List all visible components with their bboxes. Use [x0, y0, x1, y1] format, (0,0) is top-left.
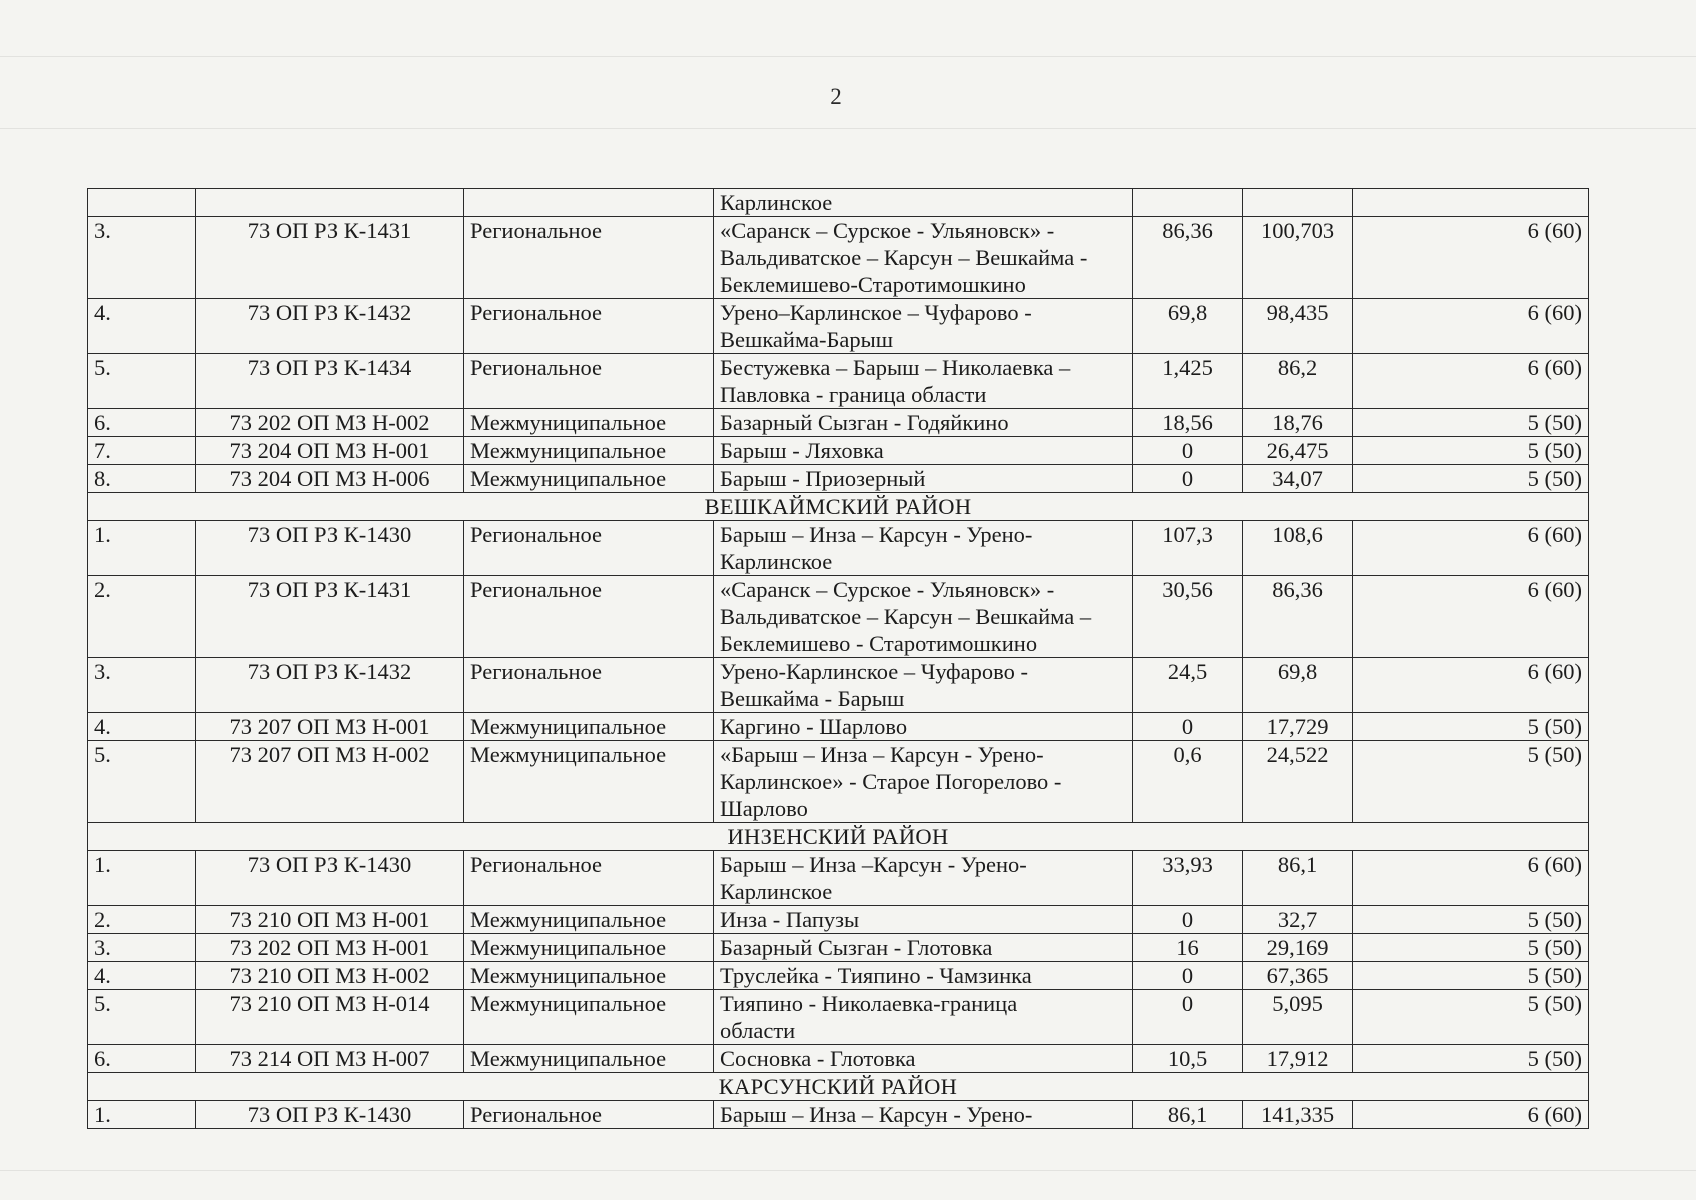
table-row — [88, 990, 1589, 1045]
start-km-cell: 0 — [1133, 962, 1243, 990]
road-significance-cell: Межмуниципальное — [464, 906, 714, 934]
table-row — [88, 354, 1589, 409]
road-name-line: Тияпино - Николаевка-граница — [720, 991, 1018, 1016]
category-cell: 5 (50) — [1353, 437, 1589, 465]
start-km-cell: 16 — [1133, 934, 1243, 962]
road-name-line: «Барыш – Инза – Карсун - Урено- — [720, 742, 1044, 767]
start-km-cell: 69,8 — [1133, 299, 1243, 354]
end-km-cell: 98,435 — [1243, 299, 1353, 354]
road-id-cell: 73 202 ОП МЗ Н-002 — [196, 409, 464, 437]
start-km-cell: 86,1 — [1133, 1101, 1243, 1129]
start-km-cell: 24,5 — [1133, 658, 1243, 713]
row-number-cell: 3. — [88, 217, 196, 299]
category-cell: 5 (50) — [1353, 741, 1589, 823]
category-cell: 6 (60) — [1353, 354, 1589, 409]
end-km-cell: 86,36 — [1243, 576, 1353, 658]
road-significance-cell: Региональное — [464, 851, 714, 906]
row-number-cell — [88, 189, 196, 217]
road-name-line: Шарлово — [720, 796, 808, 821]
row-number-cell: 4. — [88, 299, 196, 354]
road-name-line: Беклемишево - Старотимошкино — [720, 631, 1038, 656]
end-km-cell: 18,76 — [1243, 409, 1353, 437]
end-km-cell: 32,7 — [1243, 906, 1353, 934]
district-heading: ВЕШКАЙМСКИЙ РАЙОН — [88, 493, 1589, 521]
start-km-cell: 0 — [1133, 906, 1243, 934]
end-km-cell: 100,703 — [1243, 217, 1353, 299]
road-id-cell: 73 210 ОП МЗ Н-002 — [196, 962, 464, 990]
end-km-cell: 17,912 — [1243, 1045, 1353, 1073]
table-row — [88, 409, 1589, 437]
road-name-cell — [714, 713, 1133, 741]
start-km-cell: 10,5 — [1133, 1045, 1243, 1073]
road-name-cell — [714, 217, 1133, 299]
category-cell: 6 (60) — [1353, 299, 1589, 354]
page-number: 2 — [830, 84, 842, 109]
table-row — [88, 521, 1589, 576]
end-km-cell: 26,475 — [1243, 437, 1353, 465]
road-significance-cell — [464, 189, 714, 217]
road-significance-cell: Межмуниципальное — [464, 409, 714, 437]
road-id-cell: 73 ОП РЗ К-1430 — [196, 521, 464, 576]
end-km-cell: 24,522 — [1243, 741, 1353, 823]
start-km-cell: 0 — [1133, 465, 1243, 493]
road-id-cell: 73 210 ОП МЗ Н-014 — [196, 990, 464, 1045]
row-number-cell: 1. — [88, 1101, 196, 1129]
road-name-line: Карлинское» - Старое Погорелово - — [720, 769, 1062, 794]
road-id-cell: 73 ОП РЗ К-1434 — [196, 354, 464, 409]
road-name-line: Беклемишево-Старотимошкино — [720, 272, 1026, 297]
road-significance-cell: Межмуниципальное — [464, 465, 714, 493]
scan-edge — [0, 56, 1696, 57]
roads-table — [87, 188, 1589, 1129]
row-number-cell: 1. — [88, 521, 196, 576]
district-heading-row — [88, 1073, 1589, 1101]
start-km-cell: 107,3 — [1133, 521, 1243, 576]
end-km-cell: 67,365 — [1243, 962, 1353, 990]
end-km-cell — [1243, 189, 1353, 217]
road-name-line: Каргино - Шарлово — [720, 714, 908, 739]
table-row — [88, 437, 1589, 465]
table-row — [88, 299, 1589, 354]
table-row — [88, 713, 1589, 741]
row-number-cell: 1. — [88, 851, 196, 906]
road-significance-cell: Межмуниципальное — [464, 713, 714, 741]
road-name-cell — [714, 354, 1133, 409]
end-km-cell: 29,169 — [1243, 934, 1353, 962]
road-name-line: Сосновка - Глотовка — [720, 1046, 916, 1071]
road-significance-cell: Региональное — [464, 354, 714, 409]
road-name-line: Барыш – Инза – Карсун - Урено- — [720, 522, 1033, 547]
road-id-cell: 73 ОП РЗ К-1430 — [196, 1101, 464, 1129]
table-row — [88, 741, 1589, 823]
road-name-line: Труслейка - Тияпино - Чамзинка — [720, 963, 1032, 988]
end-km-cell: 141,335 — [1243, 1101, 1353, 1129]
road-name-line: Вешкайма-Барыш — [720, 327, 894, 352]
row-number-cell: 2. — [88, 906, 196, 934]
row-number-cell: 3. — [88, 658, 196, 713]
road-name-line: Базарный Сызган - Годяйкино — [720, 410, 1009, 435]
row-number-cell: 8. — [88, 465, 196, 493]
road-significance-cell: Межмуниципальное — [464, 741, 714, 823]
start-km-cell — [1133, 189, 1243, 217]
start-km-cell: 0,6 — [1133, 741, 1243, 823]
road-name-line: Инза - Папузы — [720, 907, 860, 932]
road-id-cell: 73 ОП РЗ К-1431 — [196, 217, 464, 299]
road-name-cell — [714, 189, 1133, 217]
category-cell: 6 (60) — [1353, 521, 1589, 576]
category-cell: 5 (50) — [1353, 962, 1589, 990]
start-km-cell: 0 — [1133, 437, 1243, 465]
road-name-cell — [714, 576, 1133, 658]
start-km-cell: 0 — [1133, 713, 1243, 741]
table-row — [88, 906, 1589, 934]
start-km-cell: 86,36 — [1133, 217, 1243, 299]
end-km-cell: 17,729 — [1243, 713, 1353, 741]
category-cell: 5 (50) — [1353, 906, 1589, 934]
end-km-cell: 108,6 — [1243, 521, 1353, 576]
category-cell: 6 (60) — [1353, 217, 1589, 299]
category-cell: 6 (60) — [1353, 1101, 1589, 1129]
road-significance-cell: Региональное — [464, 217, 714, 299]
road-name-cell — [714, 1101, 1133, 1129]
road-significance-cell: Межмуниципальное — [464, 990, 714, 1045]
scan-edge — [0, 128, 1696, 129]
road-name-cell — [714, 934, 1133, 962]
category-cell: 5 (50) — [1353, 1045, 1589, 1073]
road-significance-cell: Межмуниципальное — [464, 437, 714, 465]
road-name-line: Барыш - Приозерный — [720, 466, 926, 491]
road-name-line: Вальдиватское – Карсун – Вешкайма – — [720, 604, 1092, 629]
road-name-cell — [714, 741, 1133, 823]
road-id-cell — [196, 189, 464, 217]
end-km-cell: 34,07 — [1243, 465, 1353, 493]
table-row — [88, 576, 1589, 658]
road-name-line: Карлинское — [720, 190, 833, 215]
road-id-cell: 73 207 ОП МЗ Н-001 — [196, 713, 464, 741]
table-row — [88, 217, 1589, 299]
road-significance-cell: Межмуниципальное — [464, 1045, 714, 1073]
row-number-cell: 5. — [88, 354, 196, 409]
end-km-cell: 86,1 — [1243, 851, 1353, 906]
table-row — [88, 465, 1589, 493]
category-cell: 5 (50) — [1353, 934, 1589, 962]
road-name-line: «Саранск – Сурское - Ульяновск» - — [720, 218, 1055, 243]
road-name-line: Карлинское — [720, 879, 833, 904]
district-heading: ИНЗЕНСКИЙ РАЙОН — [88, 823, 1589, 851]
road-name-line: Павловка - граница области — [720, 382, 987, 407]
category-cell: 6 (60) — [1353, 576, 1589, 658]
road-name-cell — [714, 299, 1133, 354]
road-name-line: Бестужевка – Барыш – Николаевка – — [720, 355, 1071, 380]
road-significance-cell: Региональное — [464, 576, 714, 658]
road-name-line: Карлинское — [720, 549, 833, 574]
start-km-cell: 30,56 — [1133, 576, 1243, 658]
road-name-line: Барыш - Ляховка — [720, 438, 884, 463]
district-heading-row — [88, 493, 1589, 521]
row-number-cell: 4. — [88, 962, 196, 990]
road-name-line: Урено–Карлинское – Чуфарово - — [720, 300, 1032, 325]
road-id-cell: 73 202 ОП МЗ Н-001 — [196, 934, 464, 962]
road-id-cell: 73 ОП РЗ К-1432 — [196, 658, 464, 713]
road-significance-cell: Межмуниципальное — [464, 934, 714, 962]
end-km-cell: 69,8 — [1243, 658, 1353, 713]
road-name-line: Барыш – Инза – Карсун - Урено- — [720, 1102, 1033, 1127]
road-name-cell — [714, 906, 1133, 934]
table-row — [88, 851, 1589, 906]
road-name-cell — [714, 437, 1133, 465]
row-number-cell: 5. — [88, 741, 196, 823]
road-significance-cell: Региональное — [464, 299, 714, 354]
road-name-cell — [714, 409, 1133, 437]
road-significance-cell: Региональное — [464, 521, 714, 576]
road-id-cell: 73 ОП РЗ К-1432 — [196, 299, 464, 354]
road-name-line: Барыш – Инза –Карсун - Урено- — [720, 852, 1027, 877]
road-name-cell — [714, 658, 1133, 713]
table-row — [88, 962, 1589, 990]
road-name-line: Базарный Сызган - Глотовка — [720, 935, 993, 960]
row-number-cell: 3. — [88, 934, 196, 962]
road-id-cell: 73 ОП РЗ К-1430 — [196, 851, 464, 906]
road-name-line: Вешкайма - Барыш — [720, 686, 905, 711]
end-km-cell: 86,2 — [1243, 354, 1353, 409]
row-number-cell: 7. — [88, 437, 196, 465]
table-row — [88, 1045, 1589, 1073]
category-cell: 5 (50) — [1353, 990, 1589, 1045]
table-row — [88, 1101, 1589, 1129]
table-row — [88, 189, 1589, 217]
road-significance-cell: Региональное — [464, 658, 714, 713]
road-name-line: области — [720, 1018, 796, 1043]
start-km-cell: 33,93 — [1133, 851, 1243, 906]
start-km-cell: 0 — [1133, 990, 1243, 1045]
road-id-cell: 73 204 ОП МЗ Н-006 — [196, 465, 464, 493]
start-km-cell: 1,425 — [1133, 354, 1243, 409]
row-number-cell: 6. — [88, 409, 196, 437]
district-heading: КАРСУНСКИЙ РАЙОН — [88, 1073, 1589, 1101]
road-name-line: «Саранск – Сурское - Ульяновск» - — [720, 577, 1055, 602]
row-number-cell: 2. — [88, 576, 196, 658]
category-cell: 5 (50) — [1353, 713, 1589, 741]
road-name-cell — [714, 465, 1133, 493]
category-cell: 6 (60) — [1353, 658, 1589, 713]
category-cell: 5 (50) — [1353, 465, 1589, 493]
road-name-cell — [714, 851, 1133, 906]
road-significance-cell: Региональное — [464, 1101, 714, 1129]
category-cell: 6 (60) — [1353, 851, 1589, 906]
row-number-cell: 4. — [88, 713, 196, 741]
category-cell — [1353, 189, 1589, 217]
road-id-cell: 73 210 ОП МЗ Н-001 — [196, 906, 464, 934]
road-name-line: Вальдиватское – Карсун – Вешкайма - — [720, 245, 1088, 270]
category-cell: 5 (50) — [1353, 409, 1589, 437]
row-number-cell: 6. — [88, 1045, 196, 1073]
road-significance-cell: Межмуниципальное — [464, 962, 714, 990]
road-id-cell: 73 ОП РЗ К-1431 — [196, 576, 464, 658]
road-id-cell: 73 214 ОП МЗ Н-007 — [196, 1045, 464, 1073]
road-id-cell: 73 204 ОП МЗ Н-001 — [196, 437, 464, 465]
table-row — [88, 934, 1589, 962]
road-name-cell — [714, 521, 1133, 576]
scan-edge — [0, 1170, 1696, 1171]
road-name-cell — [714, 962, 1133, 990]
road-name-cell — [714, 1045, 1133, 1073]
table-row — [88, 658, 1589, 713]
start-km-cell: 18,56 — [1133, 409, 1243, 437]
road-name-cell — [714, 990, 1133, 1045]
district-heading-row — [88, 823, 1589, 851]
road-id-cell: 73 207 ОП МЗ Н-002 — [196, 741, 464, 823]
row-number-cell: 5. — [88, 990, 196, 1045]
end-km-cell: 5,095 — [1243, 990, 1353, 1045]
road-name-line: Урено-Карлинское – Чуфарово - — [720, 659, 1028, 684]
